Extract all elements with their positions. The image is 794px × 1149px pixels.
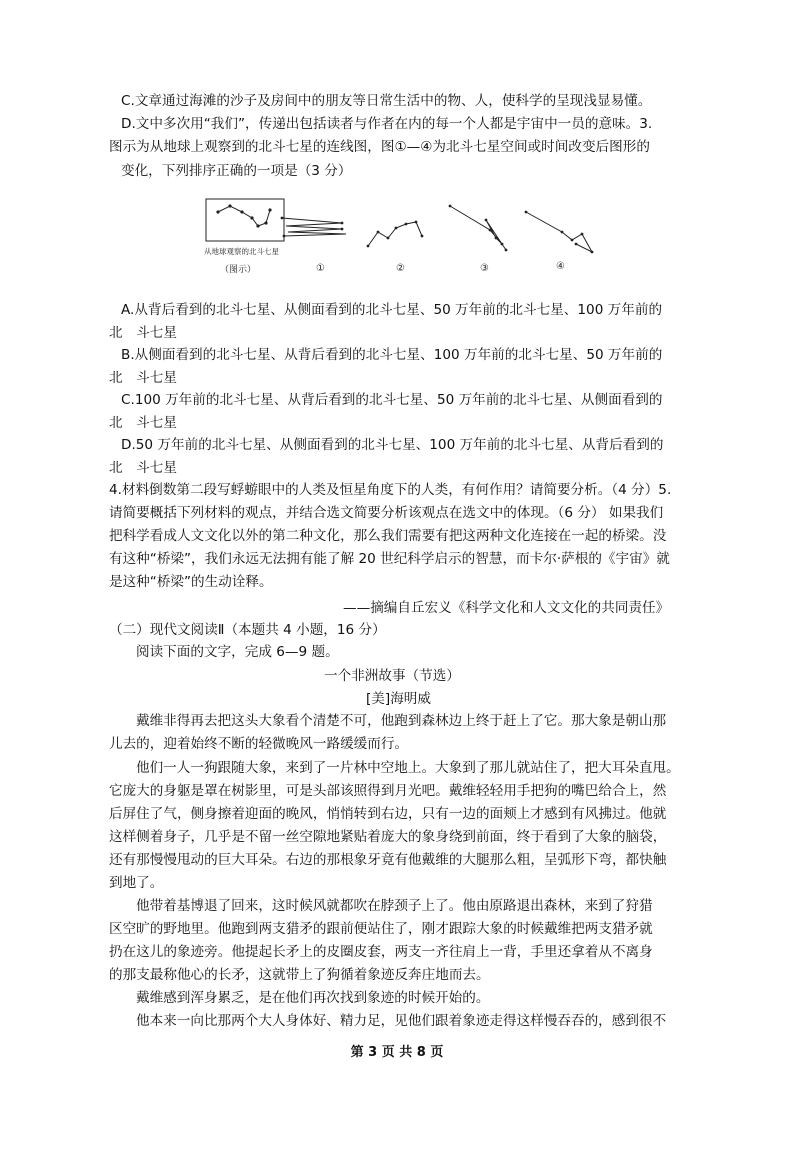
paragraph-line: 扔在这儿的象迹旁。他提起长矛上的皮圈皮套，两支一齐往肩上一背，手里还拿着从不离身	[109, 944, 653, 960]
story-author: [美]海明威	[366, 691, 431, 707]
paragraph-line: 他本来一向比那两个大人身体好、精力足，见他们跟着象迹走得这样慢吞吞的，感到很不	[136, 1013, 667, 1029]
paragraph-line: 后屏住了气，侧身擦着迎面的晚风，悄悄转到右边，只有一边的面颊上才感到有风拂过。他就	[109, 806, 667, 822]
figure-label-3: ③	[480, 263, 489, 274]
figure-box-caption: 从地球观察的北斗七星	[204, 247, 279, 256]
paragraph-line: 他们一人一狗跟随大象，来到了一片林中空地上。大象到了那儿就站住了，把大耳朵直甩。	[136, 760, 680, 776]
instruction-line: 阅读下面的文字，完成 6—9 题。	[136, 644, 339, 660]
figure-label-2: ②	[396, 263, 405, 274]
question-3-line: 图示为从地球上观察到的北斗七星的连线图，图①—④为北斗七星空间或时间改变后图形的	[109, 139, 650, 155]
question-5-line: 是这种“桥梁”的生动诠释。	[109, 574, 273, 590]
paragraph-line: 到地了。	[109, 875, 164, 891]
paragraph-line: 它庞大的身躯是罩在树影里，可是头部该照得到月光吧。戴维轻轻用手把狗的嘴巴给合上，然	[109, 783, 667, 799]
big-dipper-figure	[200, 196, 600, 282]
option-d-line: 北 斗七星	[109, 460, 177, 476]
page-footer: 第 3 页 共 8 页	[350, 1045, 444, 1060]
paragraph-line: 还有那慢慢甩动的巨大耳朵。右边的那根象牙竟有他戴维的大腿那么粗，呈弧形下弯，都快触	[109, 852, 667, 868]
option-b-line: B.从侧面看到的北斗七星、从背后看到的北斗七星、100 万年前的北斗七星、50 万年前的	[121, 347, 663, 363]
question-5-line: 有这种“桥梁”，我们永远无法拥有能了解 20 世纪科学启示的智慧，而卡尔·萨根的《宇宙》就	[109, 551, 670, 567]
figure-label-4: ④	[556, 261, 565, 272]
option-a-line: A.从背后看到的北斗七星、从侧面看到的北斗七星、50 万年前的北斗七星、100 万年前的	[121, 302, 663, 318]
figure-label-1: ①	[316, 263, 325, 274]
paragraph-line: 戴维非得再去把这头大象看个清楚不可，他跑到森林边上终于赶上了它。那大象是朝山那	[136, 713, 667, 729]
paragraph-line: 他带着基博退了回来，这时候风就都吹在脖颈子上了。他由原路退出森林，来到了狩猎	[136, 898, 653, 914]
option-d-line: D.文中多次用“我们”，传递出包括读者与作者在内的每一个人都是宇宙中一员的意味。3.	[121, 116, 653, 132]
question-5-line: 请简要概括下列材料的观点，并结合选文简要分析该观点在选文中的体现。（6 分） 如果我们	[109, 505, 664, 521]
paragraph-line: 戴维感到浑身累乏，是在他们再次找到象迹的时候开始的。	[136, 990, 490, 1006]
figure-main-label: （图示）	[220, 265, 257, 275]
big-dipper-diagram	[200, 196, 600, 282]
option-c-line: C.100 万年前的北斗七星、从背后看到的北斗七星、50 万年前的北斗七星、从侧面看到的	[121, 392, 663, 408]
paragraph-line: 的那支最称他心的长矛，这就带上了狗循着象迹反奔庄地而去。	[109, 967, 490, 983]
paragraph-line: 这样侧着身子，几乎是不留一丝空隙地紧贴着庞大的象身绕到前面，终于看到了大象的脑袋，	[109, 829, 667, 845]
option-c-line: 北 斗七星	[109, 415, 177, 431]
story-title: 一个非洲故事（节选）	[324, 668, 460, 684]
question-3-line: 变化，下列排序正确的一项是（3 分）	[121, 163, 352, 179]
option-d-line: D.50 万年前的北斗七星、从侧面看到的北斗七星、100 万年前的北斗七星、从背后看到的	[121, 437, 664, 453]
option-c-line: C.文章通过海滩的沙子及房间中的朋友等日常生活中的物、人，使科学的呈现浅显易懂。	[121, 93, 652, 109]
paragraph-line: 儿去的，迎着始终不断的轻微晚风一路缓缓而行。	[109, 736, 409, 752]
quote-source: ——摘编自丘宏义《科学文化和人文文化的共同责任》	[343, 600, 670, 616]
question-4-line: 4.材料倒数第二段写蜉蝣眼中的人类及恒星角度下的人类，有何作用？请简要分析。（4 分）5.	[109, 482, 672, 498]
question-5-line: 把科学看成人文文化以外的第二种文化，那么我们需要有把这两种文化连接在一起的桥梁。没	[109, 528, 667, 544]
section-heading: （二）现代文阅读Ⅱ（本题共 4 小题，16 分）	[109, 622, 386, 638]
option-a-line: 北 斗七星	[109, 325, 177, 341]
paragraph-line: 区空旷的野地里。他跑到两支猎矛的跟前便站住了，刚才跟踪大象的时候戴维把两支猎矛就	[109, 921, 653, 937]
option-b-line: 北 斗七星	[109, 370, 177, 386]
